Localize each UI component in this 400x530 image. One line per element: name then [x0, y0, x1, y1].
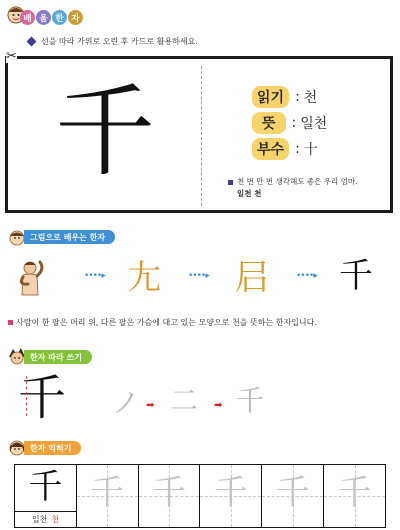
trace-char: 千	[337, 473, 372, 513]
square-bullet-icon	[228, 180, 233, 185]
header-title-char: 움	[36, 10, 51, 25]
header-title-char: 한	[52, 10, 67, 25]
model-label	[15, 514, 76, 525]
header-title-char: 배	[20, 10, 35, 25]
evolution-stage-1: 𡯁	[127, 258, 161, 298]
sentence-word: 일천 천	[237, 189, 262, 198]
header-title	[20, 10, 83, 25]
evolution-stage-final: 千	[339, 256, 373, 296]
instruction	[28, 36, 198, 47]
diamond-bullet-icon	[27, 37, 37, 47]
practice-grid	[14, 464, 386, 528]
stroke-order-char	[18, 370, 66, 426]
section-tab-label: 한자 따라 쓰기	[30, 352, 82, 362]
meaning-value: 일천	[300, 116, 328, 132]
person-illustration	[10, 257, 50, 299]
section-tab-practice	[24, 441, 81, 455]
red-arrow-icon: ➡	[214, 400, 223, 411]
stroke-guide-line	[26, 376, 28, 416]
scissors-icon: ✂	[6, 49, 17, 64]
card-divider	[201, 66, 202, 206]
card-hanja: 千	[55, 73, 155, 190]
meaning-label: 뜻	[252, 112, 286, 134]
header-title-char: 자	[68, 10, 83, 25]
reading-value: 천	[303, 90, 318, 106]
section-tab-picture	[24, 230, 115, 244]
trace-cell[interactable]	[200, 465, 262, 527]
model-cell	[15, 465, 77, 527]
reading-label: 읽기	[252, 86, 289, 108]
radical-value: 十	[303, 142, 318, 158]
trace-cell[interactable]	[77, 465, 139, 527]
progression-arrow-icon: ••••▸	[188, 271, 209, 281]
trace-cell[interactable]	[139, 465, 201, 527]
trace-char: 千	[275, 473, 310, 513]
radical-row: 부수 : 十	[252, 138, 318, 160]
section-tab-label: 한자 익히기	[30, 443, 72, 453]
instruction-text: 선을 따라 가위로 오린 후 카드로 활용하세요.	[41, 37, 198, 46]
trace-char: 千	[213, 473, 248, 513]
stroke-step-1: ノ	[112, 386, 141, 419]
model-reading: 천	[51, 515, 60, 524]
stroke-big-char: 千	[18, 370, 67, 426]
evolution-stage-2: 𡰪	[235, 258, 269, 298]
radical-label: 부수	[252, 138, 289, 160]
model-meaning: 일천	[31, 515, 48, 524]
stroke-step-2: 二	[170, 384, 199, 417]
progression-arrow-icon: ••••▸	[84, 271, 105, 281]
reading-row: 읽기 : 천	[252, 86, 317, 108]
red-arrow-icon: ➡	[146, 400, 155, 411]
description-text: 사람이 한 팔은 머리 위, 다른 팔은 가슴에 대고 있는 모양으로 천을 뜻하는 한자입니다.	[16, 318, 317, 327]
trace-char: 千	[152, 473, 187, 513]
example-sentence	[228, 176, 398, 200]
trace-cell[interactable]	[262, 465, 324, 527]
section-tab-stroke	[24, 350, 92, 364]
trace-char: 千	[90, 473, 125, 513]
progression-arrow-icon: ••••▸	[296, 271, 317, 281]
square-bullet-icon	[8, 320, 13, 325]
trace-cell[interactable]	[324, 465, 385, 527]
sentence-text: 천 번 만 번 생각해도 좋은 우리 엄마.	[237, 177, 358, 186]
meaning-row: 뜻 : 일천	[252, 112, 327, 134]
model-char: 千	[28, 467, 63, 507]
section-tab-label: 그림으로 배우는 한자	[30, 232, 106, 242]
picture-description	[8, 317, 398, 328]
stroke-step-3: 千	[236, 384, 265, 417]
